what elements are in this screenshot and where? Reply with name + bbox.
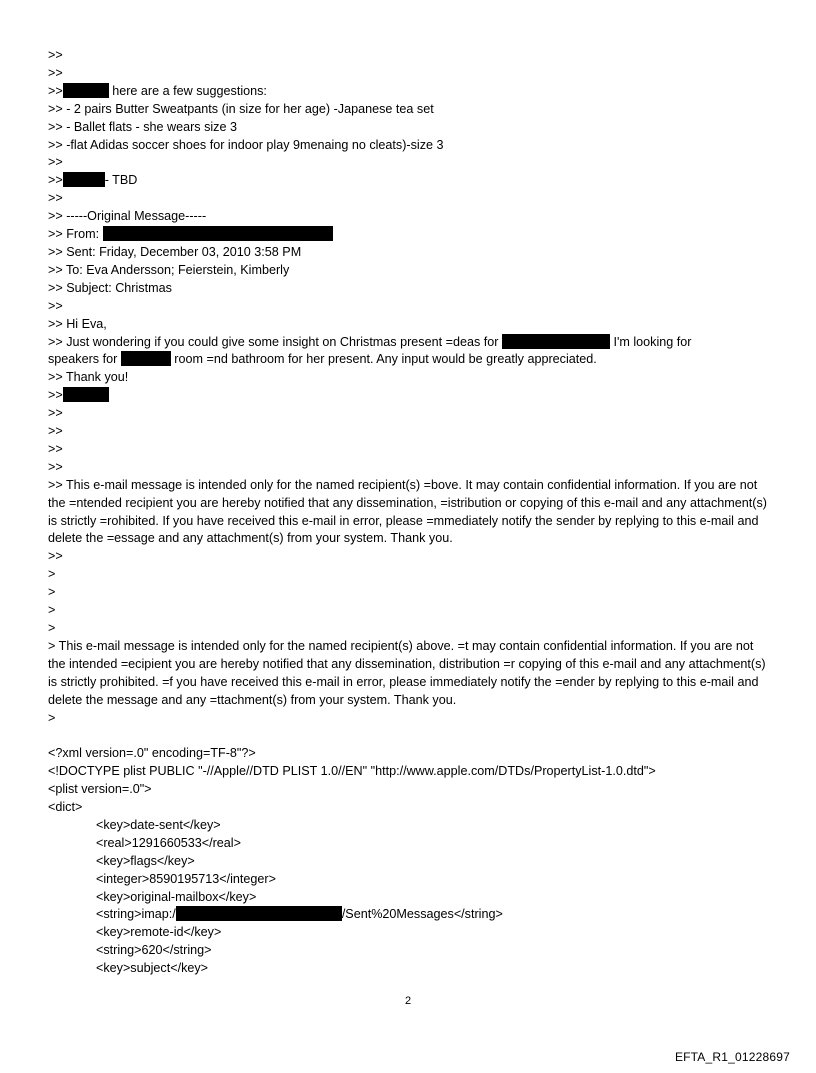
greeting-line: >> Hi Eva, [48,316,107,331]
original-message-header: >> -----Original Message----- [48,209,207,224]
quote-line: >> [48,406,63,421]
signature-line: >> [48,387,772,405]
quote-line: >> [48,459,63,474]
sent-line: >> Sent: Friday, December 03, 2010 3:58 PM [48,244,302,259]
from-line: >> From: [48,226,772,244]
blank-line [48,727,772,745]
xml-line: <plist version=.0"> [48,782,152,797]
xml-line: <key>subject</key> [96,961,209,976]
quote-line: >> [48,424,63,439]
redaction-block [176,906,342,921]
quote-line: > [48,603,56,618]
disclaimer-paragraph: >> This e-mail message is intended only for the named recipient(s) =bove. It may contain confidential information. If you are not the =ntended recipient you are hereby notified that any dissemination, =istribution or copying of this e-mail and any attachment(s) is strictly =rohibited. If you have received this e-mail in error, please =mmediately notify the sender by replying to this e-mail and delete the =essage and any attachment(s) from your system. Thank you. [48,477,767,546]
email-document [48,47,772,978]
quote-line: >> [48,65,63,80]
redaction-block [502,334,610,349]
bates-number: EFTA_R1_01228697 [674,1050,790,1064]
xml-line: <real>1291660533</real> [96,835,241,850]
redaction-block [103,226,333,241]
quote-line: > [48,621,56,635]
quote-line: >> [48,298,63,313]
body-line: speakers for room =nd bathroom for her present. Any input would be greatly appreciated. [48,352,597,367]
quote-line: > [48,710,56,725]
quote-line: >> [48,441,63,456]
quote-line: >> [48,191,63,206]
xml-line: <dict> [48,800,83,815]
suggestion-line: >> -flat Adidas soccer shoes for indoor play 9menaing no cleats)-size 3 [48,137,444,152]
xml-line: <integer>8590195713</integer> [96,871,276,886]
thanks-line: >> Thank you! [48,370,129,385]
body-line: >> Just wondering if you could give some insight on Christmas present =deas for I'm looking for [48,334,692,349]
quote-line: > [48,567,56,582]
xml-line: <key>flags</key> [96,853,195,868]
quote-line: >> [48,48,63,62]
redaction-block [63,83,109,98]
disclaimer-paragraph: > This e-mail message is intended only for the named recipient(s) above. =t may contain confidential information. If you are not the intended =ecipient you are hereby notified that any dissemination, distribution =r copying of this e-mail and any attachment(s) is strictly prohibited. =f you have received this e-mail in error, please immediately notify the =ender by replying to this e-mail and delete the message and any =ttachment(s) from your system. Thank you. [48,638,766,707]
tbd-line: >> - TBD [48,173,138,188]
xml-line: <?xml version=.0" encoding=TF-8"?> [48,746,256,761]
suggestion-line: >> - Ballet flats - she wears size 3 [48,119,237,134]
xml-line: <key>date-sent</key> [96,817,221,832]
xml-line: <!DOCTYPE plist PUBLIC "-//Apple//DTD PLIST 1.0//EN" "http://www.apple.com/DTDs/PropertyList-1.0.dtd"> [48,764,656,779]
page-number: 2 [404,995,412,1007]
quote-line: >> [48,155,63,170]
redaction-block [63,387,109,402]
redaction-block [121,351,171,366]
suggestion-line: >> - 2 pairs Butter Sweatpants (in size for her age) -Japanese tea set [48,101,434,116]
xml-line: <string>imap:/ /Sent%20Messages</string> [96,907,503,922]
xml-line: <key>original-mailbox</key> [96,889,257,904]
xml-line: <key>remote-id</key> [96,925,222,940]
quote-line: >> [48,549,63,564]
quote-line: > [48,585,56,600]
redaction-block [63,172,105,187]
xml-line: <string>620</string> [96,943,212,958]
to-line: >> To: Eva Andersson; Feierstein, Kimberly [48,262,290,277]
subject-line: >> Subject: Christmas [48,280,172,295]
suggestions-intro-line: >> here are a few suggestions: [48,83,267,98]
